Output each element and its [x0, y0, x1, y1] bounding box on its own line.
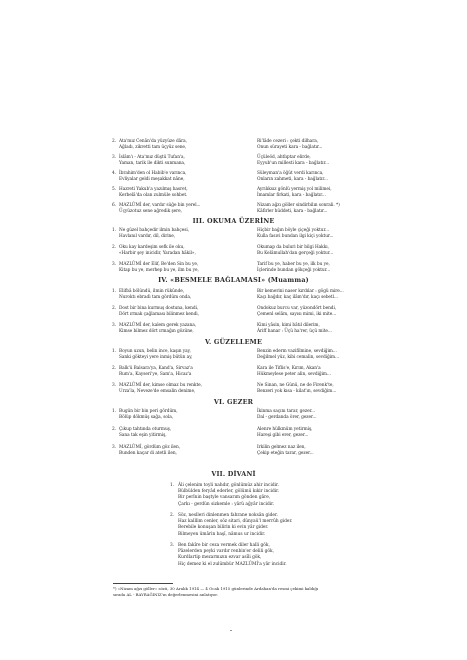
verse-left: 2. Oku kay kardeşim sefk ile oku, «Harbir şey inicidir, Yaradan hâkil», [112, 245, 196, 257]
verse-left: 1. Boyun uzun, belin ince, kaşın yay, Sanki gökteyi yere inmiş bütün ay, [112, 349, 193, 361]
verse-right: Kara ile Tiflis'e, Kırım, Akan'a Hükmeylese peter alin, sevdiğim... [257, 366, 331, 378]
section-title: IV. «BESMELE BAĞLAMASI» (Muamma) [158, 276, 309, 284]
verse-left: 6. MAZLÛMİ der, vardır süğe bin yerel... Üçyüzotuz sene ağredik şere, [112, 203, 201, 215]
verse-right: Alenre hülkmüm yetirmiş, Hareşi gibi erer, gezer... [257, 427, 313, 439]
verse-right: Hiçbir bağın böyle çiçeği yoktur... Kulla fasıvi bundan ilgi kiçi yoktur... [257, 228, 334, 240]
verse-right: Ayrılıksız gönlü yermiş yol milimei, İmamlar firkati, kara - bağlatır... [257, 187, 332, 199]
verse-right: Okumap da buluri bir bilgi Hakkı, Bu Kelâmullah'dan gerçeği yoktur... [257, 245, 334, 257]
verse-left: 5. Hazreti Yakub'a yazılmış hasret, Kerbelâ'da olan zulmüle sohbet. [112, 187, 188, 199]
verse-right: Süleyman'a öğüt verdi karınca, Onların zahmeti, kara - bağlatır... [257, 171, 328, 183]
verse-right: Tarif bu ye, haber bu ye, ilk bu ye, İçlerinde bundan gökçeği yoktur... [257, 262, 331, 274]
verse-right: Üçüleöd, ahtlıptar elirde, Eyyub'un millesti kara - bağlatır... [257, 155, 329, 167]
verse-left: 1. Elifbâ bölündü, ilmin rükûnde, Nuroktı ebradi tam gördüm onda, [112, 289, 192, 301]
section-title: VI. GEZER [213, 398, 254, 406]
verse-left: 2. Çıkup tahtında oturmuş, Sana tak eşin yitirmiş, [112, 427, 172, 439]
divani-stanza: 3. Ben fakîre bir ceza vermek diler halli gök, Pâzelerden peyki vardır renbin'er delili gök, Kurdlartip mezarmızın ezvar asîli gök, Hiç demez ki el zulümbür MAZLÛMİ'a yâr incidir. [170, 543, 287, 567]
section-title: VII. DİVANİ [211, 470, 256, 478]
scan-mark [230, 630, 232, 631]
verse-left: 3. MAZLÛMİ, gördüm göz ilen, Bunden kaçar di atetli ilen, [112, 445, 181, 457]
verse-right: Bir kemerini naser kırdılar : gögü mire... Kaçı bağdır, kaç ilâm'dır, kaçı sebetl... [257, 289, 344, 301]
verse-left: 3. İslâm'ı - Ata'mız düştü Tufan'a, Yaman, tarik ile dikti sunmana, [112, 155, 186, 167]
divani-stanza: 2. Söz, neslleri dinlenmen fahrane noksân gider. Haz kalllim cenler, söz sitari, dünyaü'l merrûh gider. Berebile konuşan bilirin ki evin yâr gider. Bilmeyen ümârin başî, nâmus ur incidir. [170, 513, 293, 537]
verse-left: 3. MAZLÛMİ der, kalem gerek yazana, Kimse bilmez dört ırmağın gözüne, [112, 323, 197, 335]
verse-left: 2. Balk'ü Balsara'ya, Kand'a, Sirvaz'a Rum'a, Kayseri'ye, Sam'a, Hicaz'a [112, 366, 193, 378]
footnote-rule [113, 583, 173, 584]
verse-left: 1. Bugün bir bin peri gördüm, Bölüp dökmüş sağa, sola, [112, 409, 178, 421]
footnote: *) «Nizam ağzı göller» sözü, 30 Aralık 1914 — 4 Ocak 1915 günlerinde Ardahan'da resmi çekimi kaldığı sırada AL - BAYRAĞINIZ'ın değerlenmesini anlatıyor. [113, 586, 319, 597]
verse-left: 2. Ata'mız Cenân'da yüzyüze dâra, Ağladı, zikretti tam üçyüz sene, [112, 139, 187, 151]
divani-stanza: 1. Âli çelenim toyli nahdır, gönlümüz ahir incidir. Bülbülden feryâd ederler, gölümü kıkir incidir. Bir perînin baştyle vansarım gönden gâre, Çarkı - gerdün sizkemle : yârü ağyâr incidir. [170, 483, 280, 507]
verse-left: 1. Ne güzel bahçedir ilmin bahçesi, Havlanıl vardır, dil, dirine, [112, 228, 190, 240]
verse-right: Irkilin gelmez naz ilen, Çekip eteğin tarar, gezer... [257, 445, 314, 457]
section-title: III. OKUMA ÜZERİNE [192, 217, 275, 225]
verse-left: 3. MAZLÛMİ der Elif, Be'den Sin bu ye, Kitap bu ye, merhep bu ye, ilm bu ye, [112, 262, 199, 274]
verse-left: 4. İbrahim'den ol Habib'e varınca, Evliyalar geldi meşakkat nâne, [112, 171, 187, 183]
verse-left: 3. MAZLÛMİ der, kimse olmaz bu renkte, Urza'la, Neveze'de emsalin denime, [112, 383, 202, 395]
verse-right: Ri'lâde cezeri : çekti dilhara, Onun sürayeti kara - bağlatır... [257, 139, 323, 151]
section-title: V. GÜZELLEME [204, 338, 263, 346]
verse-right: Benzin ederm vazifilmine, sevdiğim... Değilmel yüz, kibi cemalin, sevdiğim... [257, 349, 339, 361]
verse-left: 2. Dost bir bina kurmuş dostuna, kendi, Dört ırmak çağlaması bilinmez kendi, [112, 306, 199, 318]
verse-right: Ondokuz burcu var, yüzondört bendi, Çemenl selâm, sayısı mimi, iki mite... [257, 306, 337, 318]
verse-right: Ne Sinan, ne Günü, ne de Firenk'te, Benzeri yok kısa - kilat'ın, sevdiğim... [257, 383, 337, 395]
verse-right: Kimi yâsin, kimi bâtıl dilerim, Âriff hanar : Üçü ha'rer, üçü mite... [257, 323, 332, 335]
verse-right: Nizam ağzı göller sindirbilın sonrali. *) Kâfirler hüddeti, kara - bağlatır... [257, 203, 340, 215]
verse-right: İkinma saçını tarar, gezer... Dal - gerdanda örer, gezer... [257, 409, 317, 421]
